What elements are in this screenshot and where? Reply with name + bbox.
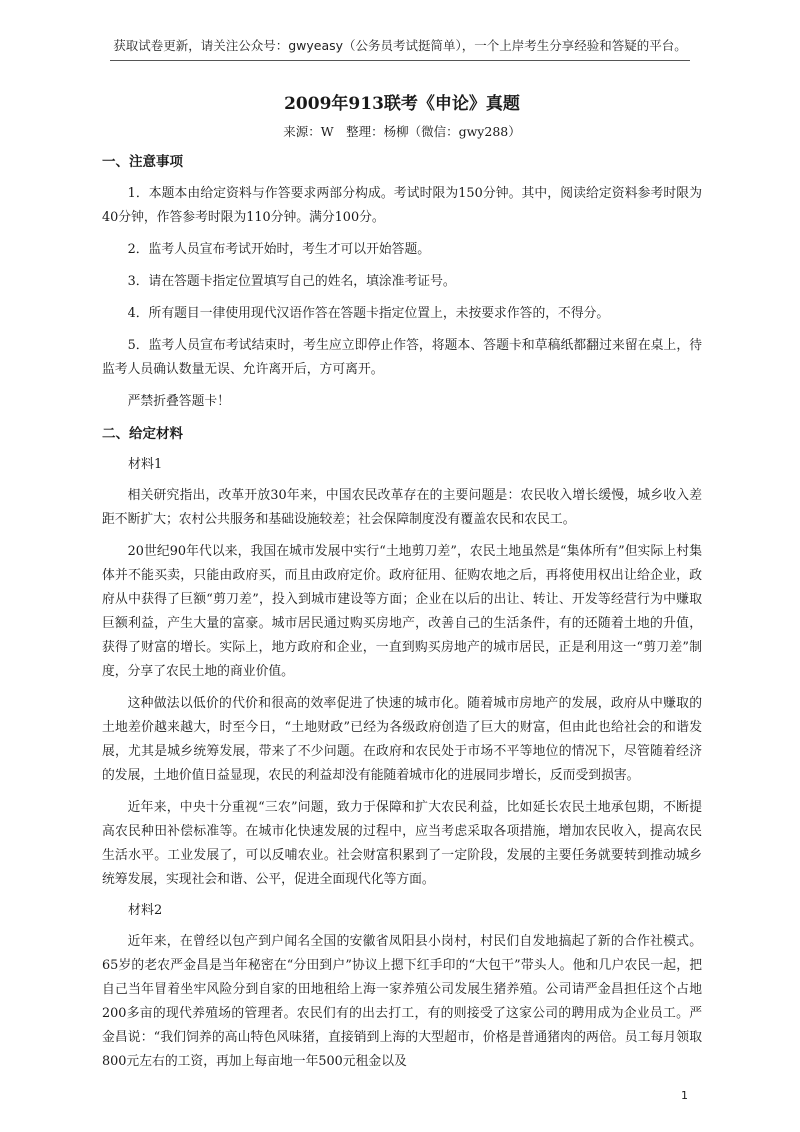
section-heading-notes: 一、注意事项	[102, 154, 183, 170]
notice-item: 4．所有题目一律使用现代汉语作答在答题卡指定位置上，未按要求作答的，不得分。	[127, 306, 610, 321]
page-title: 2009年913联考《申论》真题	[284, 94, 520, 114]
material-paragraph: 这种做法以低价的代价和很高的效率促进了快速的城市化。随着城市房地产的发展，政府从中赚取的土地差价越来越大，时至今日，“土地财政”已经为各级政府创造了巨大的财富，但由此也给社会的和谐发展，尤其是城乡统筹发展，带来了不少问题。在政府和农民处于市场不平等地位的情况下，尽管随着经济的发展，土地价值日益显现，农民的利益却没有能随着城市化的进展同步增长，反而受到损害。	[102, 696, 702, 783]
section-heading-materials: 二、给定材料	[102, 426, 183, 442]
material-paragraph: 相关研究指出，改革开放30年来，中国农民改革存在的主要问题是：农民收入增长缓慢，城乡收入差距不断扩大；农村公共服务和基础设施较差；社会保障制度没有覆盖农民和农民工。	[102, 488, 702, 527]
notice-item: 3．请在答题卡指定位置填写自己的姓名，填涂准考证号。	[127, 274, 456, 289]
notice-warning: 严禁折叠答题卡！	[127, 394, 230, 409]
material-paragraph: 近年来，中央十分重视“三农”问题，致力于保障和扩大农民利益，比如延长农民土地承包期，不断提高农民种田补偿标准等。在城市化快速发展的过程中，应当考虑采取各项措施，增加农民收入，提高农民生活水平。工业发展了，可以反哺农业。社会财富积累到了一定阶段，发展的主要任务就要转到推动城乡统筹发展，实现社会和谐、公平，促进全面现代化等方面。	[102, 800, 702, 887]
material-paragraph: 近年来，在曾经以包产到户闻名全国的安徽省凤阳县小岗村，村民们自发地搞起了新的合作社模式。65岁的老农严金昌是当年秘密在“分田到户”协议上摁下红手印的“大包干”带头人。他和几户农民一起，把自己当年冒着坐牢风险分到自家的田地租给上海一家养殖公司发展生猪养殖。公司请严金昌担任这个占地200多亩的现代养殖场的管理者。农民们有的出去打工，有的则接受了这家公司的聘用成为企业员工。严金昌说：“我们饲养的高山特色风味猪，直接销到上海的大型超市，价格是普通猪肉的两倍。员工每月领取800元左右的工资，再加上每亩地一年500元租金以及	[102, 934, 702, 1069]
material-paragraph: 20世纪90年代以来，我国在城市发展中实行“土地剪刀差”，农民土地虽然是“集体所有”但实际上村集体并不能买卖，只能由政府买，而且由政府定价。政府征用、征购农地之后，再将使用权出让给企业，政府从中获得了巨额“剪刀差”，投入到城市建设等方面；企业在以后的出让、转让、开发等经营行为中赚取巨额利益，产生大量的富豪。城市居民通过购买房地产，改善自己的生活条件，有的还随着土地的升值，获得了财富的增长。实际上，地方政府和企业，一直到购买房地产的城市居民，正是利用这一“剪刀差”制度，分享了农民土地的商业价值。	[102, 544, 702, 679]
notice-item: 5．监考人员宣布考试结束时，考生应立即停止作答，将题本、答题卡和草稿纸都翻过来留在桌上，待监考人员确认数量无误、允许离开后，方可离开。	[102, 338, 702, 377]
page-number: 1	[681, 1089, 688, 1102]
material-label: 材料1	[128, 457, 163, 472]
page-subtitle: 来源：W 整理：杨柳（微信：gwy288）	[283, 124, 521, 139]
document-body	[102, 90, 702, 1082]
material-label: 材料2	[128, 903, 163, 918]
notice-item: 2．监考人员宣布考试开始时，考生才可以开始答题。	[127, 242, 431, 257]
notice-item: 1．本题本由给定资料与作答要求两部分构成。考试时限为150分钟。其中，阅读给定资料参考时限为40分钟，作答参考时限为110分钟。满分100分。	[102, 186, 702, 225]
header-divider	[110, 60, 690, 61]
header-note: 获取试卷更新，请关注公众号：gwyeasy（公务员考试挺简单），一个上岸考生分享经验和答疑的平台。	[113, 38, 687, 53]
